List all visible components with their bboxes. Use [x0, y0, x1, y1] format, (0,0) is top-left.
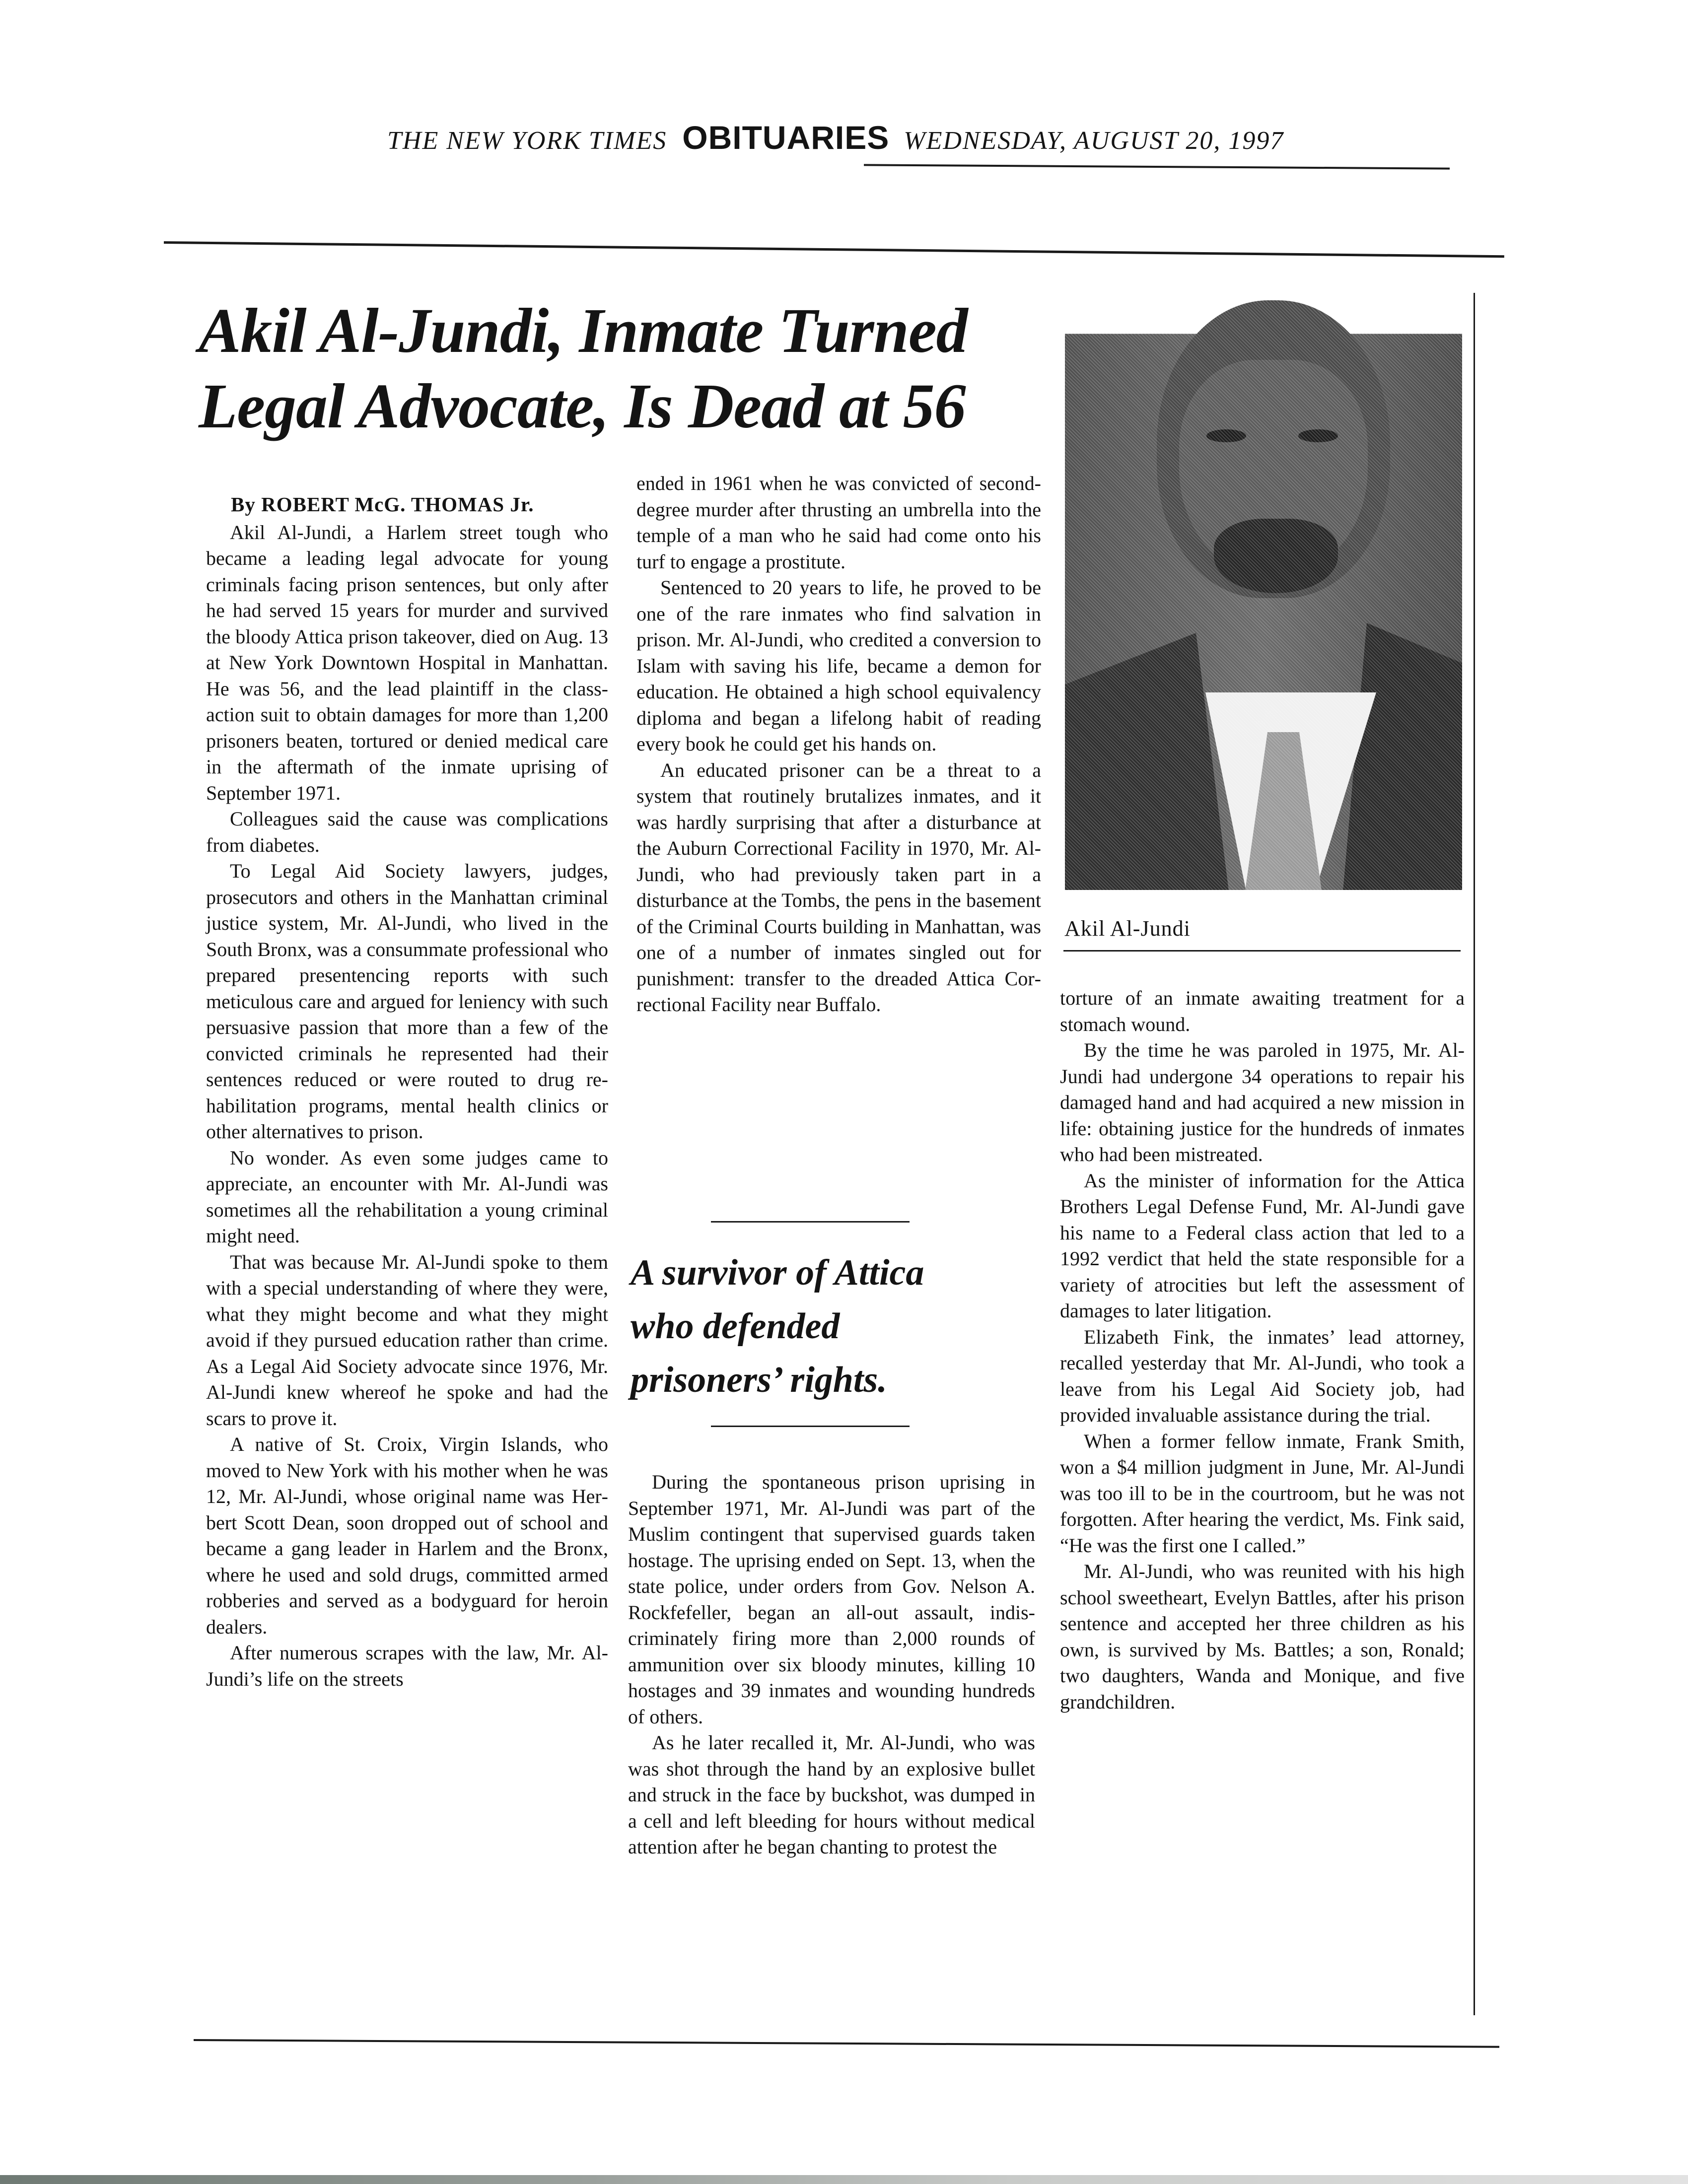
photo-caption: Akil Al-Jundi [1064, 916, 1191, 941]
paragraph: ended in 1961 when he was convicted of second-degree murder after thrusting an umbrella into the temple of a man who he said had come onto his turf to engage a prostitute. [636, 472, 1041, 573]
section-title: OBITUARIES [682, 119, 890, 156]
pull-quote-rule-top [711, 1221, 910, 1223]
photo-eye [1298, 429, 1338, 442]
scan-edge [0, 2175, 1688, 2184]
pull-quote-rule-bottom [711, 1426, 910, 1427]
paragraph: By the time he was paroled in 1975, Mr. Al-Jundi had undergone 34 operations to repair his damaged hand and had acquired a new mission in life: obtaining justice for the hundreds of inmates who had been mistreated. [1060, 1039, 1465, 1165]
paragraph: To Legal Aid Society lawyers, judges, prosecutors and others in the Manhattan criminal justice system, Mr. Al-Jundi, who lived in the South Bronx, was a consummate professional who prepared presentencing reports with such meticulous care and argued for leniency with such persuasive passion that more than a few of the convicted criminals he represented had their sentences reduced or were routed to drug rehabilitation programs, mental health clinics or other alternatives to prison. [206, 860, 608, 1143]
photo-suit-right [1343, 623, 1462, 890]
article-column-2-continued [628, 1469, 1035, 1860]
paragraph: torture of an inmate awaiting treatment for a stomach wound. [1060, 987, 1465, 1035]
photo-tie [1244, 732, 1323, 890]
article-column-1 [206, 491, 608, 1692]
paragraph: A native of St. Croix, Virgin Islands, who moved to New York with his mother when he was 12, Mr. Al-Jundi, whose original name was Herbert Scott Dean, soon dropped out of school and became a gang leader in Harlem and the Bronx, where he used and sold drugs, committed armed robberies and served as a bodyguard for heroin dealers. [206, 1433, 608, 1638]
photo-face [1179, 360, 1368, 578]
paragraph: That was because Mr. Al-Jundi spoke to them with a special understanding of where they were, what they might become and what they might avoid if they pursued education rather than crime. As a Legal Aid Society advocate since 1976, Mr. Al-Jundi knew whereof he spoke and had the scars to prove it. [206, 1250, 608, 1430]
paragraph: An educated prisoner can be a threat to a system that routinely brutalizes inmates, and it was hardly surprising that after a disturbance at the Auburn Correctional Facility in 1970, Mr. Al-Jundi, who had previously taken part in a disturbance at the Tombs, the pens in the basement of the Criminal Courts building in Manhattan, was one of a number of inmates singled out for punishment: transfer to the dreaded Attica Correctional Facility near Buffalo. [636, 758, 1041, 1016]
photo-shirt [1184, 692, 1398, 890]
newspaper-name: THE NEW YORK TIMES [387, 127, 667, 155]
portrait-photo-icon [1065, 285, 1462, 890]
photo-eye [1206, 429, 1246, 442]
paragraph: Mr. Al-Jundi, who was reunited with his high school sweetheart, Evelyn Battles, after his prison sentence and accepted her three children as his own, is survived by Ms. Battles; a son, Ronald; two daughters, Wanda and Monique, and five grandchildren. [1060, 1560, 1465, 1713]
photo-suit-left [1065, 633, 1229, 890]
paragraph: Akil Al-Jundi, a Harlem street tough who became a leading legal advocate for young criminals facing prison sentences, but only after he had served 15 years for murder and survived the bloody Attica prison takeover, died on Aug. 13 at New York Downtown Hospital in Manhattan. He was 56, and the lead plaintiff in the class-action suit to obtain damages for more than 1,200 prisoners beaten, tortured or denied medical care in the aftermath of the inmate uprising of September 1971. [206, 521, 608, 804]
byline: By ROBERT McG. THOMAS Jr. [231, 493, 534, 516]
paragraph: As the minister of information for the Attica Brothers Legal Defense Fund, Mr. Al-Jundi gave his name to a Federal class action that led to a 1992 verdict that held the state responsible for a variety of atrocities but left the assessment of damages to later litigation. [1060, 1169, 1465, 1322]
pull-quote [627, 1201, 1034, 1449]
bottom-divider [194, 2039, 1499, 2048]
paragraph: As he later recalled it, Mr. Al-Jundi, who was was shot through the hand by an explosive bullet and struck in the face by buckshot, was dumped in a cell and left bleeding for hours without medical attention after he began chanting to protest the [628, 1731, 1035, 1858]
masthead [387, 115, 1455, 160]
paragraph: During the spontaneous prison uprising in September 1971, Mr. Al-Jundi was part of the Muslim contingent that supervised guards taken hostage. The uprising ended on Sept. 13, when the state police, under orders from Gov. Nelson A. Rockfefeller, began an all-out assault, indiscriminately firing more than 2,000 rounds of ammunition over six bloody minutes, killing 10 hostages and 39 inmates and wounding hundreds of others. [628, 1471, 1035, 1728]
pull-quote-text [631, 1246, 1028, 1407]
paragraph: When a former fellow inmate, Frank Smith, won a $4 million judgment in June, Mr. Al-Jundi was too ill to be in the courtroom, but he was not forgotten. After hearing the verdict, Ms. Fink said, “He was the first one I called.” [1060, 1430, 1465, 1557]
pull-quote-line: prisoners’ rights. [631, 1360, 887, 1400]
caption-rule [1063, 950, 1461, 952]
masthead-underline [864, 164, 1450, 169]
headline-line-1: Akil Al-Jundi, Inmate Turned [199, 295, 968, 366]
article-column-3 [1060, 985, 1465, 1715]
paragraph: Elizabeth Fink, the inmates’ lead attorney, recalled yesterday that Mr. Al-Jundi, who took a leave from his Legal Aid Society job, had provided invaluable assistance during the trial. [1060, 1325, 1465, 1426]
photo-head [1157, 300, 1390, 598]
paragraph: Sentenced to 20 years to life, he proved to be one of the rare inmates who find salvation in prison. Mr. Al-Jundi, who credited a conversion to Islam with saving his life, became a demon for education. He obtained a high school equivalency diploma and began a lifelong habit of reading every book he could get his hands on. [636, 576, 1041, 755]
article-column-2 [636, 471, 1041, 1018]
pull-quote-line: A survivor of Attica [631, 1252, 924, 1293]
paragraph: No wonder. As even some judges came to appreciate, an encounter with Mr. Al-Jundi was sometimes all the rehabilitation a young criminal might need. [206, 1146, 608, 1247]
photo-beard [1214, 519, 1338, 593]
paragraph: Colleagues said the cause was complications from diabetes. [206, 808, 608, 856]
headline [199, 293, 1082, 444]
publication-date: WEDNESDAY, AUGUST 20, 1997 [904, 127, 1284, 155]
pull-quote-line: who defended [631, 1306, 840, 1347]
column-divider-right [1474, 293, 1475, 2015]
headline-line-2: Legal Advocate, Is Dead at 56 [199, 371, 966, 441]
top-divider [164, 241, 1504, 258]
paragraph: After numerous scrapes with the law, Mr. Al-Jundi’s life on the streets [206, 1641, 608, 1690]
